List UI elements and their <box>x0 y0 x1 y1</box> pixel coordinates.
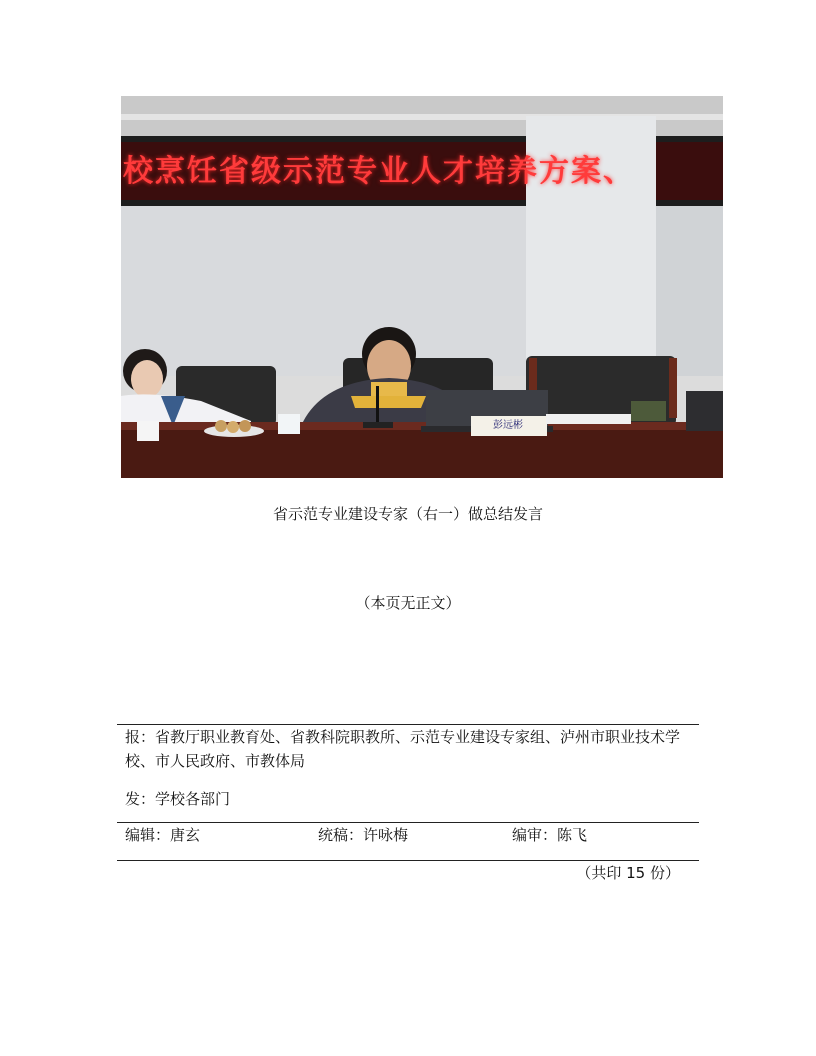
send-label: 发： <box>125 790 156 808</box>
led-banner-text: 校烹饪省级示范专业人才培养方案、 <box>123 154 635 189</box>
divider-middle <box>117 822 699 823</box>
send-recipients <box>125 788 230 809</box>
credit-editor: 编辑：唐玄 <box>125 826 201 844</box>
send-text: 学校各部门 <box>155 790 231 808</box>
nameplate-text: 彭远彬 <box>493 420 523 431</box>
meeting-photo <box>121 96 723 478</box>
report-text: 省教厅职业教育处、省教科院职教所、示范专业建设专家组、泸州市职业技术学校、市人民政府、市教体局 <box>125 728 681 770</box>
report-recipients <box>125 725 695 773</box>
report-label: 报： <box>125 728 156 746</box>
credit-reviewer: 编审：陈飞 <box>512 826 588 844</box>
print-copies-note: （共印 15 份） <box>576 864 680 882</box>
divider-bottom <box>117 860 699 861</box>
credit-compiler: 统稿：许咏梅 <box>318 826 409 844</box>
no-body-note: （本页无正文） <box>355 594 461 612</box>
photo-caption: 省示范专业建设专家（右一）做总结发言 <box>272 505 543 523</box>
